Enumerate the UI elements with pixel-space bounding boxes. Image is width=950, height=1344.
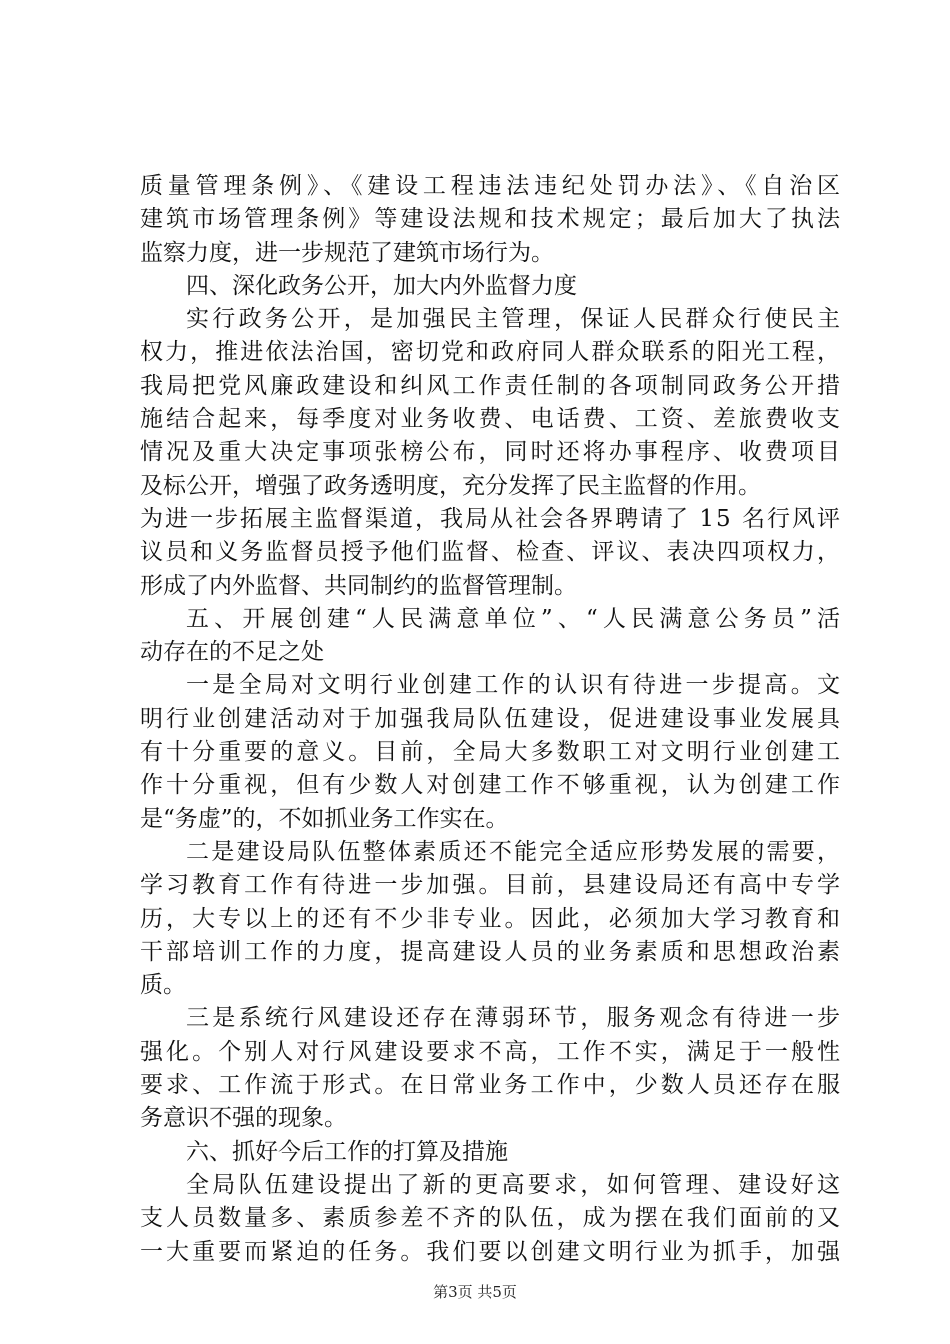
text-line: 作十分重视，但有少数人对创建工作不够重视，认为创建工作 <box>140 772 844 799</box>
text-line: 五、开展创建“人民满意单位”、“人民满意公务员”活 <box>186 605 846 632</box>
text-line: 及标公开，增强了政务透明度，充分发挥了民主监督的作用。 <box>140 472 761 499</box>
page-footer: 第3页 共5页 <box>433 1283 517 1301</box>
text-line: 权力，推进依法治国，密切党和政府同人群众联系的阳光工程， <box>140 339 843 366</box>
text-line: 是“务虚”的，不如抓业务工作实在。 <box>140 805 509 832</box>
text-line: 监察力度，进一步规范了建筑市场行为。 <box>140 239 554 266</box>
text-line: 我局把党风廉政建设和纠风工作责任制的各项制同政务公开措 <box>140 372 844 399</box>
text-line: 质量管理条例》、《建设工程违法违纪处罚办法》、《自治区 <box>140 173 845 199</box>
text-line: 明行业创建活动对于加强我局队伍建设，促进建设事业发展具 <box>140 705 844 732</box>
text-line: 历，大专以上的还有不少非专业。因此，必须加大学习教育和 <box>140 905 844 932</box>
text-line: 建筑市场管理条例》等建设法规和技术规定；最后加大了执法 <box>140 206 844 233</box>
text-line: 有十分重要的意义。目前，全局大多数职工对文明行业创建工 <box>140 739 844 766</box>
text-line: 质。 <box>140 972 186 999</box>
text-line: 一大重要而紧迫的任务。我们要以创建文明行业为抓手，加强 <box>140 1238 844 1265</box>
text-line: 动存在的不足之处 <box>140 639 324 666</box>
text-line: 干部培训工作的力度，提高建设人员的业务素质和思想政治素 <box>140 938 844 965</box>
text-line: 六、抓好今后工作的打算及措施 <box>186 1138 508 1165</box>
text-line: 强化。个别人对行风建设要求不高，工作不实，满足于一般性 <box>140 1038 844 1065</box>
text-line: 二是建设局队伍整体素质还不能完全适应形势发展的需要， <box>186 838 843 865</box>
text-line: 形成了内外监督、共同制约的监督管理制。 <box>140 572 577 599</box>
text-line: 一是全局对文明行业创建工作的认识有待进一步提高。文 <box>186 672 844 699</box>
document-body <box>140 170 846 1269</box>
text-line: 三是系统行风建设还存在薄弱环节，服务观念有待进一步 <box>186 1005 844 1032</box>
text-line: 施结合起来，每季度对业务收费、电话费、工资、差旅费收支 <box>140 406 844 433</box>
text-line: 四、深化政务公开，加大内外监督力度 <box>186 272 577 299</box>
text-line: 为进一步拓展主监督渠道，我局从社会各界聘请了 15 名行风评 <box>140 505 843 532</box>
text-line: 实行政务公开，是加强民主管理，保证人民群众行使民主 <box>186 306 844 333</box>
text-line: 情况及重大决定事项张榜公布，同时还将办事程序、收费项目 <box>140 439 844 466</box>
text-line: 学习教育工作有待进一步加强。目前，县建设局还有高中专学 <box>140 872 844 899</box>
text-line: 全局队伍建设提出了新的更高要求，如何管理、建设好这 <box>186 1171 844 1198</box>
text-line: 务意识不强的现象。 <box>140 1105 347 1132</box>
text-line: 议员和义务监督员授予他们监督、检查、评议、表决四项权力， <box>140 539 843 566</box>
text-line: 支人员数量多、素质参差不齐的队伍，成为摆在我们面前的又 <box>140 1205 844 1232</box>
text-line: 要求、工作流于形式。在日常业务工作中，少数人员还存在服 <box>140 1072 844 1099</box>
